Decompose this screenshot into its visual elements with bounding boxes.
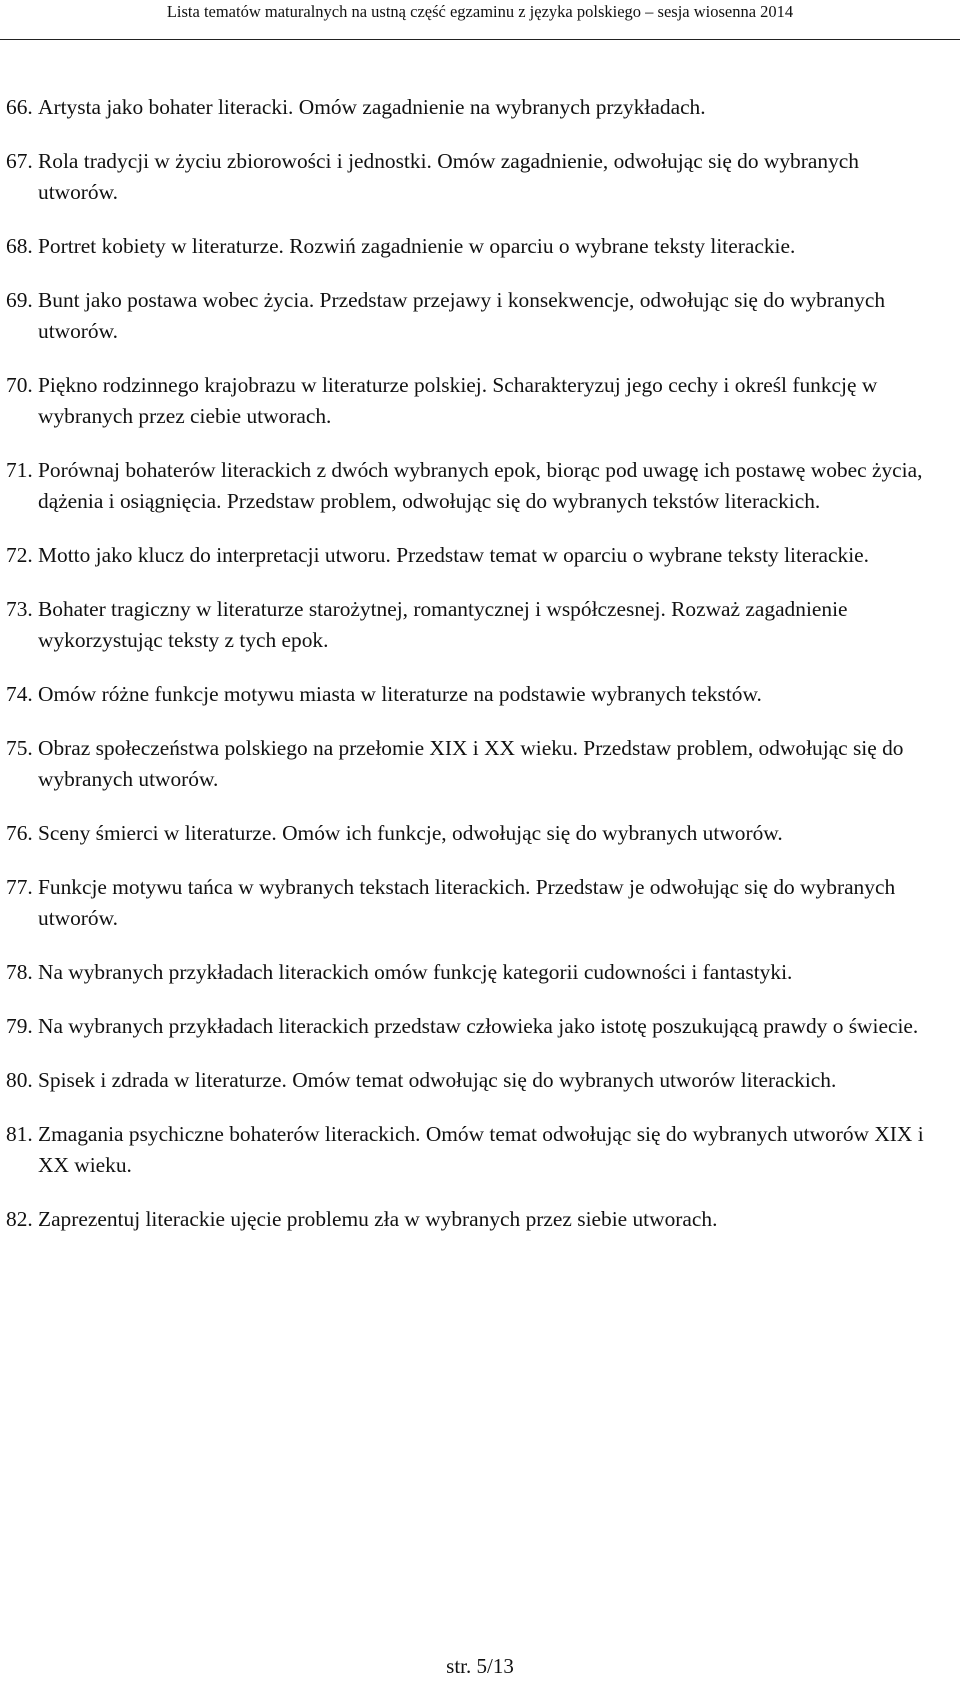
list-item xyxy=(6,818,936,849)
item-text: Na wybranych przykładach literackich omów funkcję kategorii cudowności i fantastyki. xyxy=(38,960,793,984)
item-number: 78. xyxy=(6,960,33,984)
item-text: Rola tradycji w życiu zbiorowości i jednostki. Omów zagadnienie, odwołując się do wybranych utworów. xyxy=(38,149,859,204)
list-item xyxy=(6,1011,936,1042)
item-number: 66. xyxy=(6,95,33,119)
page-footer xyxy=(0,1652,960,1680)
topic-list xyxy=(6,92,936,1258)
list-item xyxy=(6,455,936,517)
list-item xyxy=(6,540,936,571)
item-text: Spisek i zdrada w literaturze. Omów temat odwołując się do wybranych utworów literackich. xyxy=(38,1068,837,1092)
item-number: 73. xyxy=(6,597,33,621)
item-number: 74. xyxy=(6,682,33,706)
item-text: Sceny śmierci w literaturze. Omów ich funkcje, odwołując się do wybranych utworów. xyxy=(38,821,783,845)
list-item xyxy=(6,679,936,710)
item-number: 67. xyxy=(6,149,33,173)
list-item xyxy=(6,594,936,656)
item-number: 82. xyxy=(6,1207,33,1231)
page-header xyxy=(0,0,960,40)
item-number: 75. xyxy=(6,736,33,760)
item-number: 69. xyxy=(6,288,33,312)
item-number: 70. xyxy=(6,373,33,397)
list-item xyxy=(6,231,936,262)
list-item xyxy=(6,1204,936,1235)
item-text: Omów różne funkcje motywu miasta w literaturze na podstawie wybranych tekstów. xyxy=(38,682,762,706)
list-item xyxy=(6,146,936,208)
item-text: Na wybranych przykładach literackich przedstaw człowieka jako istotę poszukującą prawdy o świecie. xyxy=(38,1014,919,1038)
item-text: Motto jako klucz do interpretacji utworu. Przedstaw temat w oparciu o wybrane teksty literackie. xyxy=(38,543,869,567)
item-text: Porównaj bohaterów literackich z dwóch wybranych epok, biorąc pod uwagę ich postawę wobec życia, dążenia i osiągnięcia. Przedstaw problem, odwołując się do wybranych tekstów literackich. xyxy=(38,458,923,513)
item-number: 71. xyxy=(6,458,33,482)
list-item xyxy=(6,92,936,123)
item-text: Portret kobiety w literaturze. Rozwiń zagadnienie w oparciu o wybrane teksty literackie. xyxy=(38,234,796,258)
item-text: Funkcje motywu tańca w wybranych tekstach literackich. Przedstaw je odwołując się do wybranych utworów. xyxy=(38,875,896,930)
item-text: Bohater tragiczny w literaturze starożytnej, romantycznej i współczesnej. Rozważ zagadnienie wykorzystując teksty z tych epok. xyxy=(38,597,848,652)
header-title: Lista tematów maturalnych na ustną część egzaminu z języka polskiego – sesja wiosenna 2014 xyxy=(166,2,794,21)
list-item xyxy=(6,733,936,795)
list-item xyxy=(6,370,936,432)
item-number: 72. xyxy=(6,543,33,567)
item-text: Piękno rodzinnego krajobrazu w literaturze polskiej. Scharakteryzuj jego cechy i określ funkcję w wybranych przez ciebie utworach. xyxy=(38,373,878,428)
item-text: Zaprezentuj literackie ujęcie problemu zła w wybranych przez siebie utworach. xyxy=(38,1207,718,1231)
item-text: Bunt jako postawa wobec życia. Przedstaw przejawy i konsekwencje, odwołując się do wybranych utworów. xyxy=(38,288,886,343)
item-number: 77. xyxy=(6,875,33,899)
list-item xyxy=(6,1065,936,1096)
item-text: Zmagania psychiczne bohaterów literackich. Omów temat odwołując się do wybranych utworów XIX i XX wieku. xyxy=(38,1122,924,1177)
list-item xyxy=(6,957,936,988)
item-text: Obraz społeczeństwa polskiego na przełomie XIX i XX wieku. Przedstaw problem, odwołując się do wybranych utworów. xyxy=(38,736,904,791)
list-item xyxy=(6,872,936,934)
list-item xyxy=(6,1119,936,1181)
list-item xyxy=(6,285,936,347)
item-number: 80. xyxy=(6,1068,33,1092)
item-number: 81. xyxy=(6,1122,33,1146)
item-text: Artysta jako bohater literacki. Omów zagadnienie na wybranych przykładach. xyxy=(38,95,706,119)
page-number: str. 5/13 xyxy=(446,1654,514,1678)
item-number: 68. xyxy=(6,234,33,258)
item-number: 76. xyxy=(6,821,33,845)
item-number: 79. xyxy=(6,1014,33,1038)
